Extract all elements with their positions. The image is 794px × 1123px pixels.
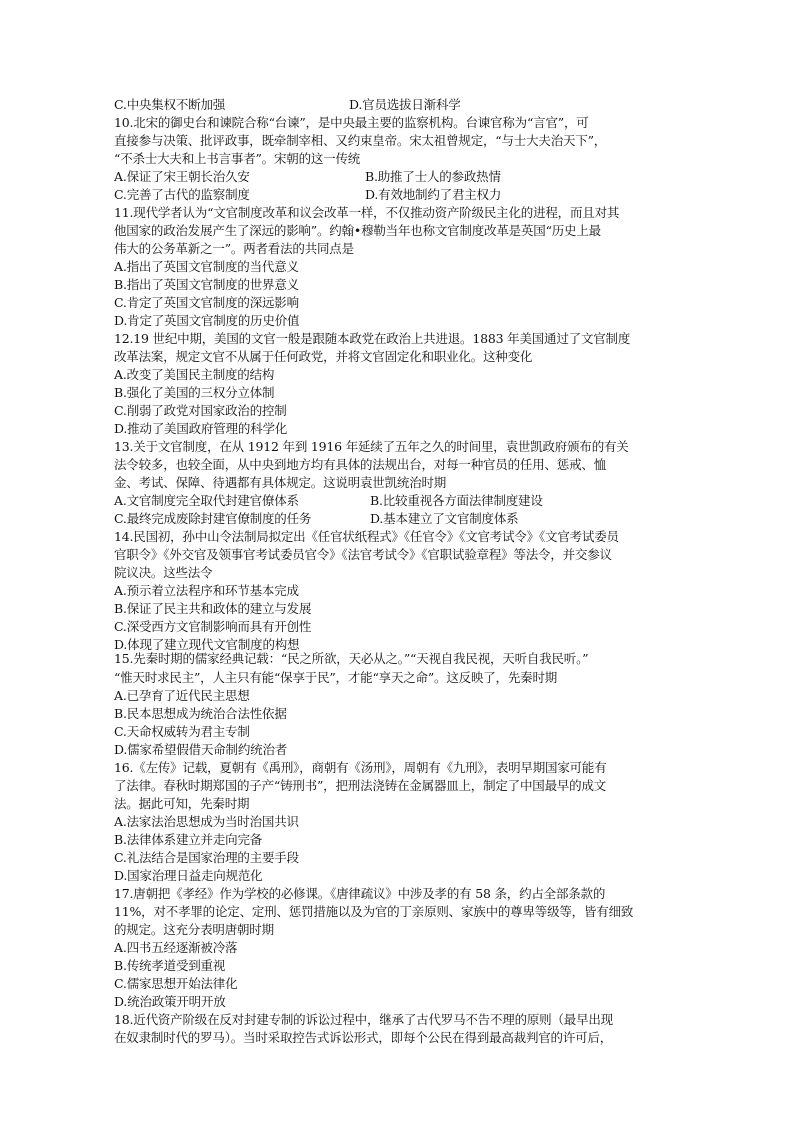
- q17-option-d: D.统治政策开明开放: [114, 994, 226, 1009]
- q11-stem-line: 11.现代学者认为“文官制度改革和议会改革一样，不仅推动资产阶级民主化的进程，而且对其: [114, 205, 620, 220]
- q10-option-c: C.完善了古代的监察制度: [114, 187, 250, 202]
- q9-option-c: C.中央集权不断加强: [114, 97, 226, 112]
- q10-stem-line: 直接参与决策、批评政事，既牵制宰相、又约束皇帝。宋太祖曾规定，“与士大夫治天下”，: [114, 133, 607, 148]
- q13-option-c: C.最终完成废除封建官僚制度的任务: [114, 511, 312, 526]
- q10-option-a: A.保证了宋王朝长治久安: [114, 169, 250, 184]
- q12-option-d: D.推动了美国政府管理的科学化: [114, 421, 288, 436]
- q15-option-c: C.天命权威转为君主专制: [114, 724, 250, 739]
- q11-option-a: A.指出了英国文官制度的当代意义: [114, 259, 299, 274]
- q15-option-b: B.民本思想成为统治合法性依据: [114, 706, 287, 721]
- q17-option-a: A.四书五经逐渐被冷落: [114, 940, 238, 955]
- q14-option-d: D.体现了建立现代文官制度的构想: [114, 637, 300, 652]
- q10-stem-line: “不杀士大夫和上书言事者”。宋朝的这一传统: [114, 151, 361, 166]
- q18-stem-line: 在奴隶制时代的罗马）。当时采取控告式诉讼形式，即每个公民在得到最高裁判官的许可后，: [114, 1030, 613, 1045]
- q13-option-b: B.比较重视各方面法律制度建设: [370, 493, 543, 508]
- q11-option-d: D.肯定了英国文官制度的历史价值: [114, 313, 300, 328]
- q18-stem-line: 18.近代资产阶级在反对封建专制的诉讼过程中，继承了古代罗马不告不理的原则（最早出现: [114, 1012, 613, 1027]
- q15-option-a: A.已孕育了近代民主思想: [114, 688, 250, 703]
- q13-stem-line: 金、考试、保障、待遇都有具体规定。这说明袁世凯统治时期: [114, 475, 447, 490]
- q14-option-c: C.深受西方文官制影响而具有开创性: [114, 619, 312, 634]
- q12-option-b: B.强化了美国的三权分立体制: [114, 385, 275, 400]
- q14-option-a: A.预示着立法程序和环节基本完成: [114, 583, 299, 598]
- q11-stem-line: 伟大的公务革新之一”。两者看法的共同点是: [114, 241, 354, 256]
- q17-stem-line: 11%，对不孝罪的论定、定刑、惩罚措施以及为官的丁亲原则、家族中的尊卑等级等，皆有细致: [114, 904, 634, 919]
- q10-stem-line: 10.北宋的御史台和谏院合称“台谏”，是中央最主要的监察机构。台谏官称为“言官”，可: [114, 115, 589, 130]
- q17-stem-line: 的规定。这充分表明唐朝时期: [114, 922, 274, 937]
- q15-stem-line: “惟天时求民主”，人主只有能“保享于民”，才能“享天之命”。这反映了，先秦时期: [114, 670, 558, 685]
- q17-option-c: C.儒家思想开始法律化: [114, 976, 238, 991]
- q16-option-a: A.法家法治思想成为当时治国共识: [114, 814, 299, 829]
- q13-stem-line: 法令较多，也较全面，从中央到地方均有具体的法规出台，对每一种官员的任用、惩戒、恤: [114, 457, 607, 472]
- q14-stem-line: 14.民国初，孙中山令法制局拟定出《任官状纸程式》《任官令》《文官考试令》《文官考试委员: [114, 529, 619, 544]
- q11-option-b: B.指出了英国文官制度的世界意义: [114, 277, 299, 292]
- q12-stem-line: 改革法案，规定文官不从属于任何政党，并将文官固定化和职业化。这种变化: [114, 349, 533, 364]
- q13-option-a: A.文官制度完全取代封建官僚体系: [114, 493, 299, 508]
- q12-option-c: C.削弱了政党对国家政治的控制: [114, 403, 287, 418]
- q16-stem-line: 了法律。春秋时期郑国的子产“铸刑书”，把刑法浇铸在金属器皿上，制定了中国最早的成文: [114, 778, 607, 793]
- q11-stem-line: 他国家的政治发展产生了深远的影响”。约翰•穆勒当年也称文官制度改革是英国“历史上最: [114, 223, 601, 238]
- q13-stem-line: 13.关于文官制度，在从 1912 年到 1916 年延续了五年之久的时间里，袁世凯政府颁布的有关: [114, 439, 629, 454]
- q17-stem-line: 17.唐朝把《孝经》作为学校的必修课。《唐律疏议》中涉及孝的有 58 条，约占全部条款的: [114, 886, 606, 901]
- q12-option-a: A.改变了美国民主制度的结构: [114, 367, 275, 382]
- q15-stem-line: 15.先秦时期的儒家经典记载：“民之所欲，天必从之。”“天视自我民视，天听自我民听。”: [114, 651, 589, 666]
- q14-option-b: B.保证了民主共和政体的建立与发展: [114, 601, 312, 616]
- q13-option-d: D.基本建立了文官制度体系: [370, 511, 519, 526]
- q16-stem-line: 法。据此可知，先秦时期: [114, 796, 250, 811]
- q11-option-c: C.肯定了英国文官制度的深远影响: [114, 295, 299, 310]
- q12-stem-line: 12.19 世纪中期，美国的文官一般是跟随本政党在政治上共进退。1883 年美国通过了文官制度: [114, 331, 631, 346]
- q16-option-b: B.法律体系建立并走向完备: [114, 832, 263, 847]
- q10-option-b: B.助推了士人的参政热情: [365, 169, 501, 184]
- q16-option-c: C.礼法结合是国家治理的主要手段: [114, 850, 299, 865]
- q16-stem-line: 16.《左传》记载，夏朝有《禹刑》，商朝有《汤刑》，周朝有《九刑》，表明早期国家可能有: [114, 760, 607, 775]
- q15-option-d: D.儒家希望假借天命制约统治者: [114, 742, 288, 757]
- q14-stem-line: 官职令》《外交官及领事官考试委员官令》《法官考试令》《官职试验章程》等法令，并交参议: [114, 547, 612, 562]
- q9-option-d: D.官员选拔日渐科学: [349, 97, 461, 112]
- q14-stem-line: 院议决。这些法令: [114, 565, 213, 580]
- q17-option-b: B.传统孝道受到重视: [114, 958, 226, 973]
- q16-option-d: D.国家治理日益走向规范化: [114, 868, 263, 883]
- q10-option-d: D.有效地制约了君主权力: [365, 187, 502, 202]
